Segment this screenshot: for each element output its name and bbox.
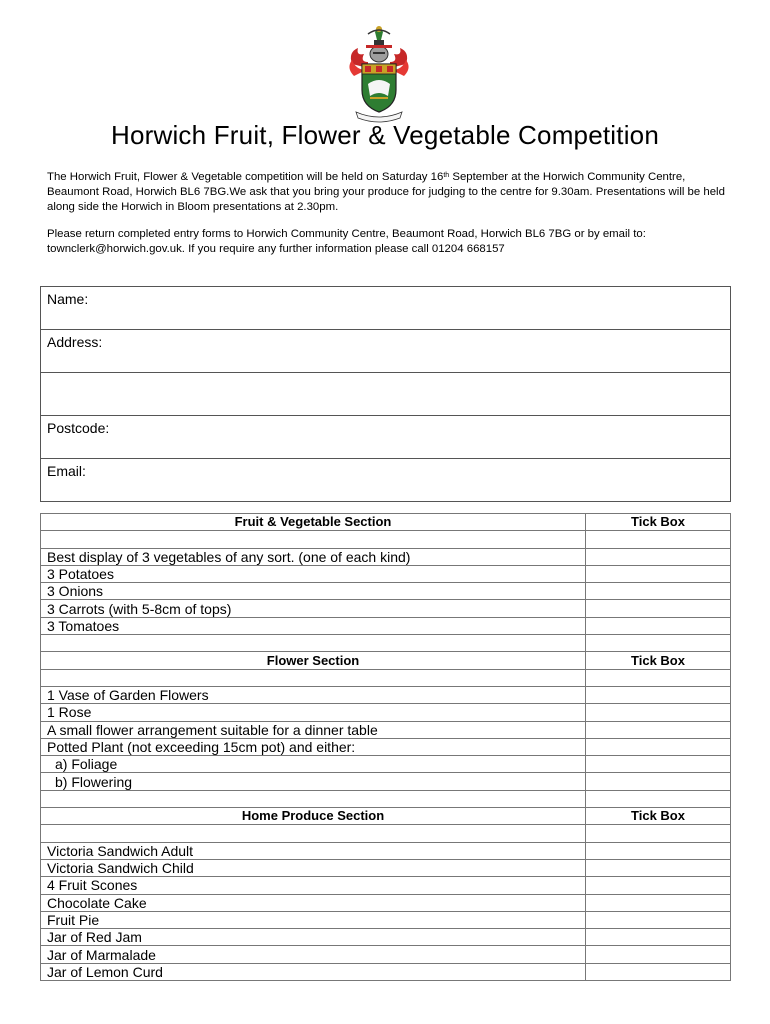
tick-box-header: Tick Box	[586, 808, 731, 825]
entry-label: Chocolate Cake	[41, 894, 586, 911]
tick-box[interactable]	[586, 756, 731, 773]
entry-label: Jar of Lemon Curd	[41, 963, 586, 980]
entry-label: 3 Onions	[41, 583, 586, 600]
table-row	[41, 686, 731, 703]
address-field[interactable]	[41, 330, 731, 373]
entry-label: a) Foliage	[41, 756, 586, 773]
tick-box-header: Tick Box	[586, 514, 731, 531]
entry-label: A small flower arrangement suitable for a dinner table	[41, 721, 586, 738]
tick-box[interactable]	[586, 946, 731, 963]
table-row	[41, 565, 731, 582]
table-row	[41, 548, 731, 565]
section-header-row	[41, 808, 731, 825]
entry-label: Victoria Sandwich Adult	[41, 842, 586, 859]
entry-label: 3 Carrots (with 5-8cm of tops)	[41, 600, 586, 617]
entry-label: Best display of 3 vegetables of any sort. (one of each kind)	[41, 548, 586, 565]
table-row	[41, 859, 731, 876]
email-field[interactable]	[41, 459, 731, 502]
entry-label: 1 Vase of Garden Flowers	[41, 686, 586, 703]
table-row	[41, 894, 731, 911]
spacer-row	[41, 635, 731, 652]
tick-box[interactable]	[586, 548, 731, 565]
date-ordinal-suffix: th	[443, 172, 450, 179]
table-row	[41, 946, 731, 963]
entry-label: b) Flowering	[41, 773, 586, 790]
entry-label: 3 Tomatoes	[41, 617, 586, 634]
tick-box[interactable]	[586, 842, 731, 859]
table-row	[41, 929, 731, 946]
spacer-row	[41, 531, 731, 548]
table-row	[41, 617, 731, 634]
table-row	[41, 756, 731, 773]
name-label: Name:	[47, 291, 89, 307]
address-line-2-field[interactable]	[41, 373, 731, 416]
tick-box[interactable]	[586, 963, 731, 980]
tick-box[interactable]	[586, 617, 731, 634]
postcode-field[interactable]	[41, 416, 731, 459]
name-field[interactable]	[41, 287, 731, 330]
entry-label: 3 Potatoes	[41, 565, 586, 582]
entry-label: Jar of Marmalade	[41, 946, 586, 963]
address-label: Address:	[47, 334, 103, 350]
coat-of-arms-logo	[344, 24, 414, 124]
tick-box-header: Tick Box	[586, 652, 731, 669]
tick-box[interactable]	[586, 583, 731, 600]
entry-label: Fruit Pie	[41, 911, 586, 928]
return-instructions: Please return completed entry forms to Horwich Community Centre, Beaumont Road, Horwich BL6 7BG or by email to: townclerk@horwich.gov.uk. If you require any further information please call 01204 668157	[47, 228, 646, 255]
intro-paragraph	[47, 170, 727, 215]
page-title: Horwich Fruit, Flower & Vegetable Competition	[110, 120, 659, 150]
entrant-details-table	[40, 286, 731, 502]
entry-label: Jar of Red Jam	[41, 929, 586, 946]
tick-box[interactable]	[586, 877, 731, 894]
intro-text-start: The Horwich Fruit, Flower & Vegetable competition will be held on Saturday 16	[47, 171, 444, 183]
postcode-label: Postcode:	[47, 420, 110, 436]
section-header-row	[41, 514, 731, 531]
entry-label: 1 Rose	[41, 704, 586, 721]
tick-box[interactable]	[586, 600, 731, 617]
intro-text-rest: September at the Horwich Community Centre, Beaumont Road, Horwich BL6 7BG.We ask that you bring your produce for judging to the centre for 9.30am. Presentations will be held along side the Horwich in Bloom presentations at 2.30pm.	[47, 171, 725, 213]
table-row	[41, 583, 731, 600]
entry-label: Victoria Sandwich Child	[41, 859, 586, 876]
spacer-row	[41, 825, 731, 842]
tick-box[interactable]	[586, 738, 731, 755]
table-row	[41, 842, 731, 859]
tick-box[interactable]	[586, 721, 731, 738]
table-row	[41, 600, 731, 617]
table-row	[41, 738, 731, 755]
tick-box[interactable]	[586, 929, 731, 946]
tick-box[interactable]	[586, 704, 731, 721]
table-row	[41, 877, 731, 894]
spacer-row	[41, 669, 731, 686]
section-heading: Home Produce Section	[41, 808, 586, 825]
section-heading: Fruit & Vegetable Section	[41, 514, 586, 531]
spacer-row	[41, 790, 731, 807]
email-label: Email:	[47, 463, 86, 479]
entry-label: Potted Plant (not exceeding 15cm pot) and either:	[41, 738, 586, 755]
entries-table	[40, 513, 731, 981]
tick-box[interactable]	[586, 773, 731, 790]
tick-box[interactable]	[586, 859, 731, 876]
table-row	[41, 721, 731, 738]
table-row	[41, 963, 731, 980]
tick-box[interactable]	[586, 894, 731, 911]
table-row	[41, 773, 731, 790]
tick-box[interactable]	[586, 911, 731, 928]
entry-label: 4 Fruit Scones	[41, 877, 586, 894]
tick-box[interactable]	[586, 565, 731, 582]
table-row	[41, 704, 731, 721]
table-row	[41, 911, 731, 928]
tick-box[interactable]	[586, 686, 731, 703]
section-heading: Flower Section	[41, 652, 586, 669]
section-header-row	[41, 652, 731, 669]
